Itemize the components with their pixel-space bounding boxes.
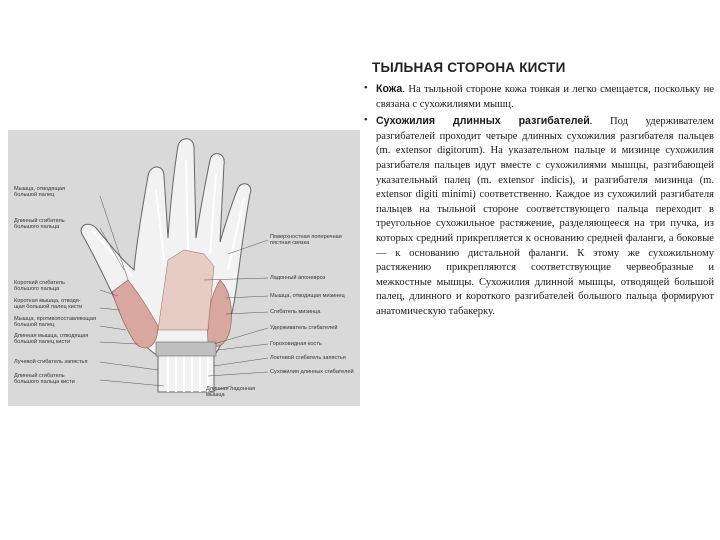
figure-label: Ладонный апоневроз xyxy=(270,275,326,281)
figure-label: Мышца, противопоставляющая большой палец xyxy=(14,316,97,329)
figure-label: Мышца, отводящая мизинец xyxy=(270,293,345,299)
item-heading: Кожа xyxy=(376,83,403,95)
list-item xyxy=(362,114,714,319)
figure-label: Сгибатель мизинца xyxy=(270,309,321,315)
hand-anatomy-figure xyxy=(8,130,360,406)
figure-label: Длинный сгибатель большого пальца xyxy=(14,218,65,231)
item-text: . Под удерживателем разгибателей проходит четыре длинных сухожилия разгибателя пальцев (m. extensor digitorum). На указательном пальце и мизинце сухожилия разгибателя пальцев идут вместе с сухожилиями мышцы, разгибающей указательный палец (m. extensor indicis), и разгибателя мизинца (m. extensor digiti minimi) соответственно. Каждое из сухожилий разгибателя пальцев на тыльной стороне соответствующего пальца переходит в треугольное сухожильное растяжение, разделяющееся на три пучка, из которых средний прикрепляется к основанию средней фаланги, а боковые — к основанию дистальной фаланги. К этому же сухожильному растяжению прикрепляются соответствующие червеобразные и межкостные мышцы. Сухожилия длинной мышцы, отводящей большой палец, длинного и короткого разгибателей большого пальца формируют анатомическую табакерку. xyxy=(376,116,714,317)
figure-label: Поверхностная поперечная пястная связка xyxy=(270,234,342,247)
figure-label: Длинный сгибатель большого пальца кисти xyxy=(14,373,75,386)
figure-label: Короткий сгибатель большого пальца xyxy=(14,280,65,293)
body-text xyxy=(362,82,714,320)
figure-label: Длинная ладонная мышца xyxy=(206,386,256,399)
figure-label: Короткая мышца, отводя- щая большой палец кисти xyxy=(14,298,83,311)
figure-label: Длинная мышца, отводящая большой палец кисти xyxy=(14,333,89,346)
figure-label: Лучевой сгибатель запястья xyxy=(14,359,88,365)
flexor-retinaculum xyxy=(156,342,216,356)
figure-label: Сухожилия длинных сгибателей xyxy=(270,369,354,375)
figure-label: Гороховидная кость xyxy=(270,341,322,347)
figure-label: Локтевой сгибатель запястья xyxy=(270,355,346,361)
bullet-icon: • xyxy=(364,83,368,94)
figure-label: Мышца, отводящая большой палец xyxy=(14,186,66,199)
page-title: ТЫЛЬНАЯ СТОРОНА КИСТИ xyxy=(372,60,566,75)
list-item xyxy=(362,82,714,112)
bullet-icon: • xyxy=(364,115,368,127)
item-text: . На тыльной стороне кожа тонкая и легко смещается, поскольку не связана с сухожилиями мышц. xyxy=(376,84,714,110)
item-heading: Сухожилия длинных разгибателей xyxy=(376,115,590,128)
figure-label: Удерживатель сгибателей xyxy=(270,325,338,331)
